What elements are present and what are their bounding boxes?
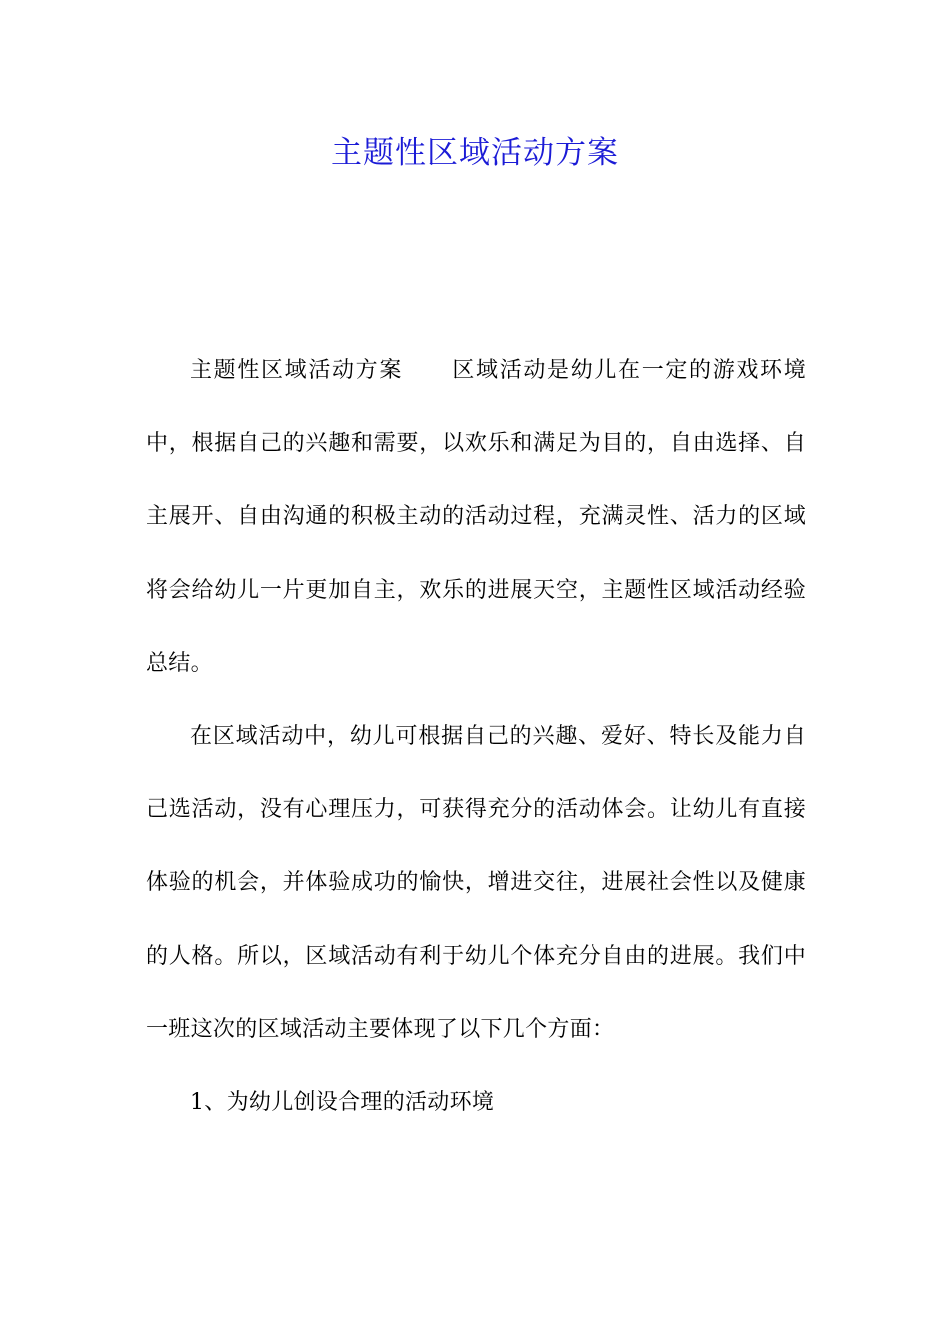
section-heading-1: 1、为幼儿创设合理的活动环境 bbox=[190, 1090, 495, 1116]
document-title: 主题性区域活动方案 bbox=[331, 135, 619, 171]
intro-text: 区域活动是幼儿在一定的游戏环境中，根据自己的兴趣和需要，以欢乐和满足为目的，自由选择、自主展开、自由沟通的积极主动的活动过程，充满灵性、活力的区域将会给幼儿一片更加自主，欢乐的进展天空，主题性区域活动经验总结。 bbox=[146, 358, 806, 676]
paragraph-2: 在区域活动中，幼儿可根据自己的兴趣、爱好、特长及能力自己选活动，没有心理压力，可获得充分的活动体会。让幼儿有直接体验的机会，并体验成功的愉快，增进交往，进展社会性以及健康的人格。所以，区域活动有利于幼儿个体充分自由的进展。我们中一班这次的区域活动主要体现了以下几个方面： bbox=[146, 724, 806, 1042]
intro-lead: 主题性区域活动方案 bbox=[190, 358, 403, 383]
intro-paragraph bbox=[146, 334, 806, 700]
document-body bbox=[146, 334, 806, 1139]
